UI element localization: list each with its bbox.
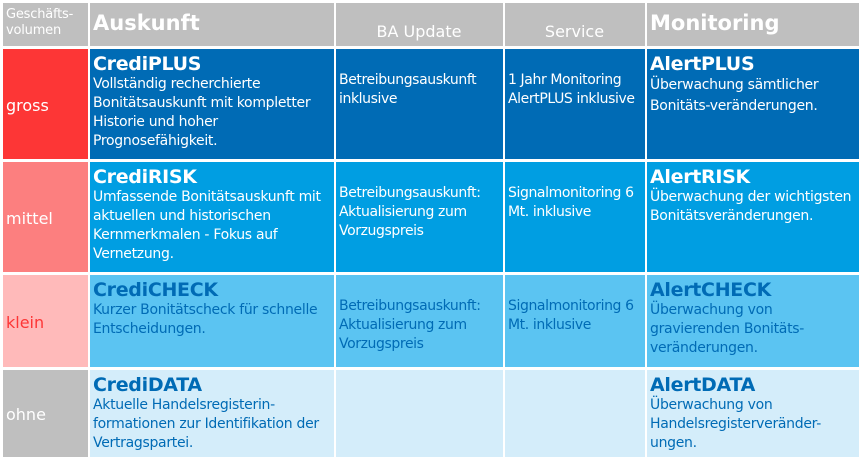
header-ba-update: BA Update (336, 3, 503, 46)
volume-label-klein: klein (3, 275, 88, 367)
header-monitoring: Monitoring (647, 3, 859, 46)
product-title: AlertCHECK (650, 279, 772, 301)
product-description: Kurzer Bonitätscheck für schnelle Entscheidungen. (93, 302, 318, 337)
monitoring-cell-alertdata (647, 370, 859, 457)
product-title: CrediDATA (93, 374, 202, 396)
monitoring-cell-alertplus (647, 49, 859, 159)
ba-update-cell: Betreibungsauskunft inklusive (336, 49, 503, 159)
auskunft-cell-credicheck (90, 275, 334, 367)
monitoring-cell-alertcheck (647, 275, 859, 367)
header-auskunft: Auskunft (90, 3, 334, 46)
product-description: Überwachung der wichtigsten Bonitätsveränderungen. (650, 189, 852, 224)
volume-label-mittel: mittel (3, 162, 88, 272)
product-matrix-table (3, 3, 859, 457)
product-description: Überwachung sämtlicher Bonitäts-veränderungen. (650, 77, 819, 114)
header-volume (3, 3, 88, 46)
ba-update-cell: Betreibungsauskunft: Aktualisierung zum Vorzugspreis (336, 162, 503, 272)
product-title: CrediPLUS (93, 53, 202, 75)
ba-update-cell: Betreibungsauskunft: Aktualisierung zum Vorzugspreis (336, 275, 503, 367)
volume-label-ohne: ohne (3, 370, 88, 457)
product-description: Aktuelle Handelsregisterin-formationen zur Identifikation der Vertragspartei. (93, 397, 319, 451)
product-title: AlertPLUS (650, 53, 755, 75)
monitoring-cell-alertrisk (647, 162, 859, 272)
product-description: Überwachung von Handelsregisterveränder-ungen. (650, 397, 821, 451)
product-title: AlertRISK (650, 166, 750, 188)
auskunft-cell-credirisk (90, 162, 334, 272)
service-cell: Signalmonitoring 6 Mt. inklusive (505, 275, 645, 367)
product-description: Umfassende Bonitätsauskunft mit aktuellen und historischen Kernmerkmalen - Fokus auf Vernetzung. (93, 189, 321, 262)
product-description: Vollständig recherchierte Bonitätsauskunft mit kompletter Historie und hoher Prognosefähigkeit. (93, 76, 311, 149)
auskunft-cell-crediplus (90, 49, 334, 159)
product-title: CrediRISK (93, 166, 197, 188)
service-cell: 1 Jahr Monitoring AlertPLUS inklusive (505, 49, 645, 159)
product-title: AlertDATA (650, 374, 756, 396)
service-cell: Signalmonitoring 6 Mt. inklusive (505, 162, 645, 272)
auskunft-cell-credidata (90, 370, 334, 457)
product-description: Überwachung von gravierenden Bonitäts-veränderungen. (650, 302, 805, 356)
product-title: CrediCHECK (93, 279, 218, 301)
service-cell-empty (505, 370, 645, 457)
header-volume-line1: Geschäfts- (6, 7, 74, 22)
ba-update-cell-empty (336, 370, 503, 457)
header-service: Service (505, 3, 645, 46)
header-volume-line2: volumen (6, 23, 61, 38)
volume-label-gross: gross (3, 49, 88, 159)
